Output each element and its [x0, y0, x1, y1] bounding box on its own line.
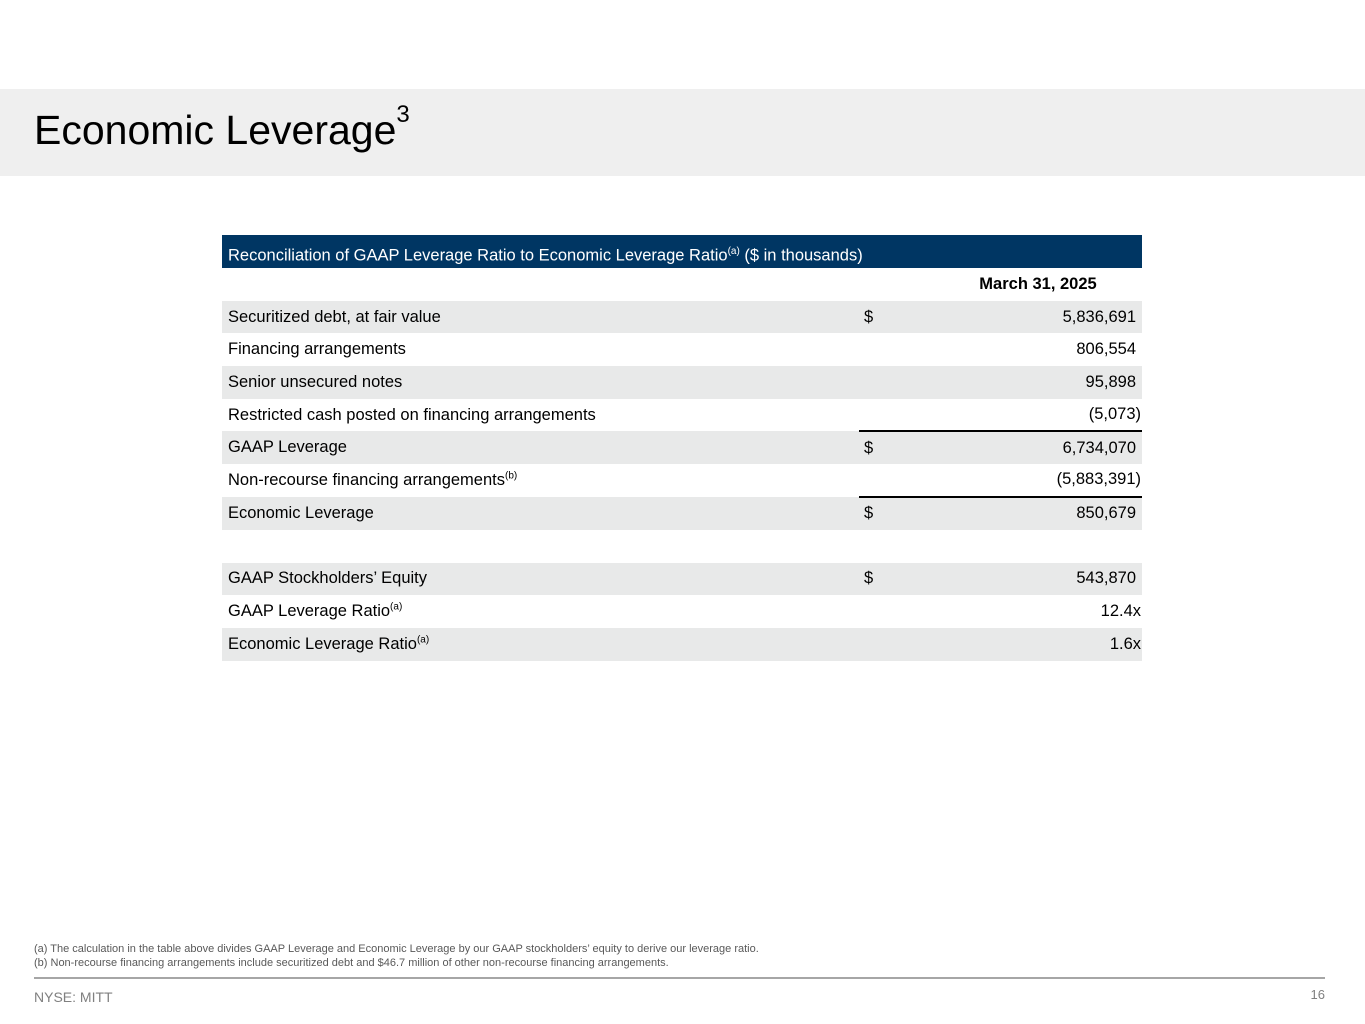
row-value: 6,734,070	[939, 431, 1142, 464]
column-header-row	[222, 268, 1142, 301]
row-label: Financing arrangements	[228, 340, 406, 359]
table-row	[222, 333, 1142, 366]
table-caption: Reconciliation of GAAP Leverage Ratio to Economic Leverage Ratio$^{(a)}$ ($ in thousands)	[222, 235, 1142, 268]
ticker-symbol: NYSE: MITT	[34, 989, 113, 1005]
row-currency	[859, 366, 939, 399]
caption-footnote-marker: (a)	[727, 245, 740, 257]
row-currency	[859, 595, 939, 628]
footer-divider	[34, 977, 1325, 979]
footnote-b: (b) Non-recourse financing arrangements include securitized debt and $46.7 million of other non-recourse financing arrangements.	[34, 957, 669, 969]
row-value: 12.4x	[1100, 602, 1142, 621]
row-currency: $	[859, 563, 939, 596]
row-value: (5,883,391)	[1056, 470, 1142, 489]
row-value: 5,836,691	[939, 301, 1142, 334]
table-row	[222, 431, 1142, 464]
row-currency	[859, 399, 939, 432]
page-title	[34, 101, 410, 156]
row-label: Restricted cash posted on financing arrangements	[228, 405, 596, 424]
row-value: 543,870	[939, 563, 1142, 596]
row-value: 806,554	[1076, 340, 1137, 359]
table-spacer-row	[222, 530, 1142, 563]
row-label: Economic Leverage Ratio$^{(a)}$	[222, 628, 859, 661]
page-number: 16	[1310, 987, 1325, 1002]
row-label: Senior unsecured notes	[222, 366, 859, 399]
row-value: 850,679	[939, 497, 1142, 530]
table-row	[222, 595, 1142, 628]
row-currency	[859, 464, 939, 497]
row-currency	[859, 628, 939, 661]
row-label: Securitized debt, at fair value	[222, 301, 859, 334]
reconciliation-table	[222, 235, 1142, 661]
row-label: Economic Leverage	[222, 497, 859, 530]
row-label: GAAP Leverage	[222, 431, 859, 464]
table-row	[222, 628, 1142, 661]
table-row	[222, 366, 1142, 399]
footnotes	[34, 942, 759, 970]
table-row	[222, 301, 1142, 334]
row-label: GAAP Leverage Ratio$^{(a)}$	[228, 601, 403, 621]
table-row	[222, 399, 1142, 432]
table-row	[222, 563, 1142, 596]
row-label: Non-recourse financing arrangements$^{(b)}$	[228, 470, 518, 489]
row-value: (5,073)	[1088, 405, 1142, 424]
row-currency: $	[859, 301, 939, 334]
row-value: 95,898	[939, 366, 1142, 399]
row-currency: $	[859, 431, 939, 464]
column-header-date: March 31, 2025	[979, 274, 1097, 293]
row-currency: $	[859, 497, 939, 530]
page-title-text: Economic Leverage	[34, 107, 397, 153]
title-footnote-marker: 3	[396, 101, 410, 128]
table-header-row	[222, 235, 1142, 268]
row-currency	[859, 333, 939, 366]
table-row	[222, 497, 1142, 530]
row-label: GAAP Stockholders’ Equity	[222, 563, 859, 596]
table-row	[222, 464, 1142, 497]
footnote-a: (a) The calculation in the table above divides GAAP Leverage and Economic Leverage by our GAAP stockholders’ equity to derive our leverage ratio.	[34, 943, 759, 955]
row-value: 1.6x	[939, 628, 1142, 661]
